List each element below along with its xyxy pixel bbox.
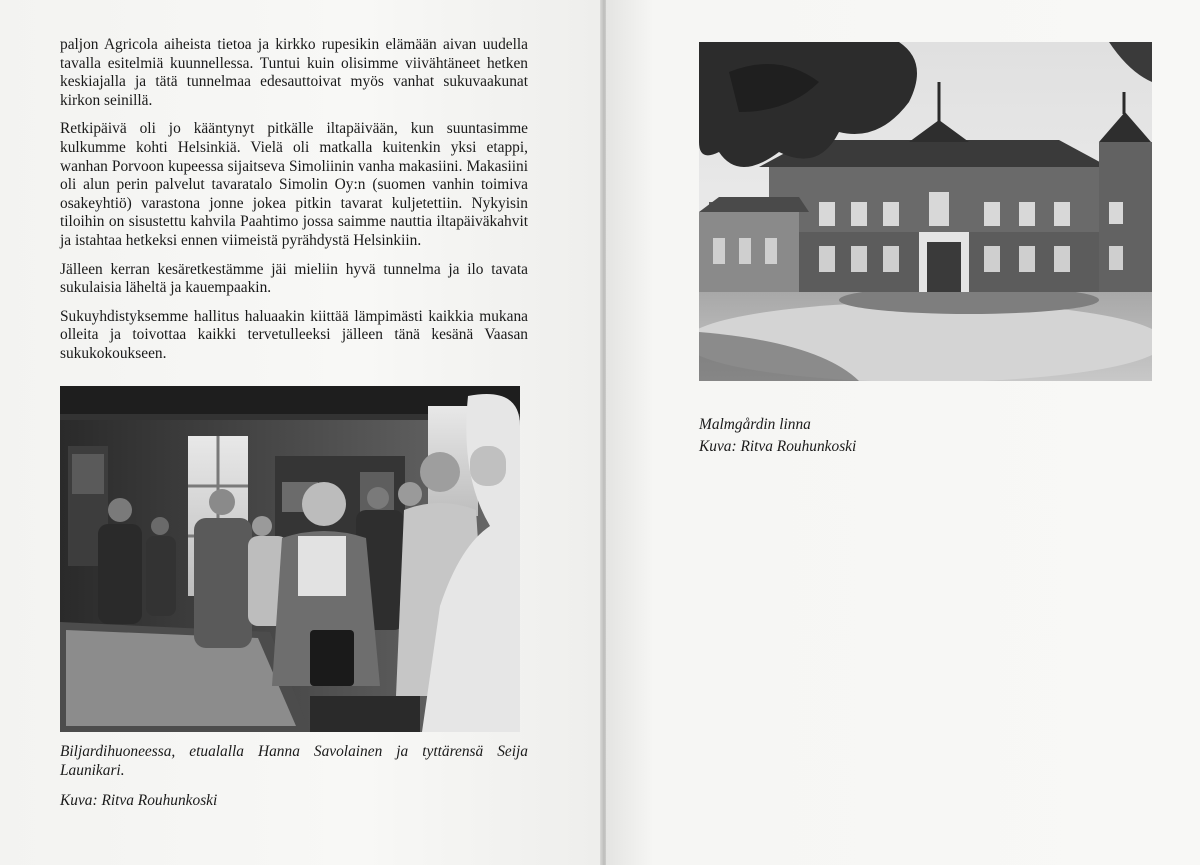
left-photo-caption	[60, 742, 528, 810]
left-photo-credit: Kuva: Ritva Rouhunkoski	[60, 792, 218, 809]
paragraph-3: Jälleen kerran kesäretkestämme jäi mieliin hyvä tunnelma ja ilo tavata sukulaisia läheltä ja kauempaakin.	[60, 260, 528, 297]
left-caption-text: Biljardihuoneessa, etualalla Hanna Savolainen ja tyttärensä Seija Launikari.	[60, 743, 528, 779]
paragraph-1: paljon Agricola aiheista tietoa ja kirkko rupesikin elämään aivan uudella tavalla esitelmiä kuunnellessa. Tuntui kuin olisimme viivähtäneet hetken keskiajalla ja tätä tunnelmaa edesauttoivat myös vanhat sukuvaakunat kirkon seinillä.	[60, 36, 528, 109]
article-body	[60, 36, 528, 374]
right-photo-caption	[699, 415, 999, 456]
right-caption-text: Malmgårdin linna	[699, 416, 811, 433]
right-photo-credit: Kuva: Ritva Rouhunkoski	[699, 438, 857, 455]
billiard-room-photo	[60, 386, 520, 732]
malmgard-manor-photo	[699, 42, 1152, 381]
paragraph-4: Sukuyhdistyksemme hallitus haluaakin kiittää lämpimästi kaikkia mukana olleita ja toivottaa kaikki tervetulleeksi jälleen tänä kesänä Vaasan sukukokoukseen.	[60, 307, 528, 362]
paragraph-2: Retkipäivä oli jo kääntynyt pitkälle iltapäivään, kun suuntasimme kulkumme kohti Helsinkiä. Vielä oli matkalla kuitenkin yksi etappi, wanhan Porvoon kupeessa sijaitseva Simoliinin vanha makasiini. Makasiini oli alun perin palvelut tavaratalo Simolin Oy:n (suomen vanhin toimiva osakeyhtiö) varastona jonne jokea pitkin tavarat kuljetettiin. Nykyisin tiloihin on sisustettu kahvila Paahtimo jossa saimme nauttia iltapäiväkahvit ja istahtaa hetkeksi ennen viimeistä pyrähdystä Helsinkiin.	[60, 120, 528, 249]
